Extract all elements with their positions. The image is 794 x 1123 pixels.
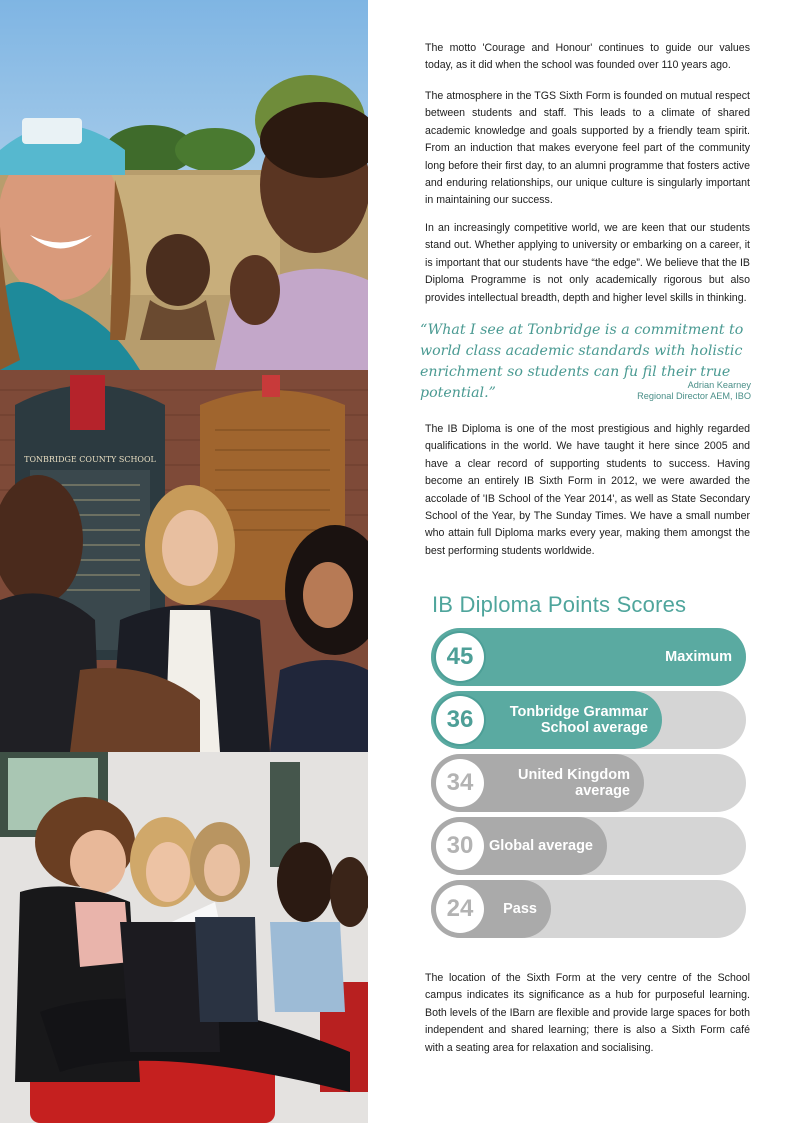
quote-author: Adrian Kearney — [687, 380, 751, 390]
honour-board-title: TONBRIDGE COUNTY SCHOOL — [24, 455, 156, 464]
score-label: Maximum — [665, 649, 732, 665]
score-label: Global average — [489, 838, 593, 854]
chart-title: IB Diploma Points Scores — [432, 592, 687, 617]
quote-attribution — [560, 380, 751, 402]
score-value: 34 — [436, 759, 484, 807]
quote-author-role: Regional Director AEM, IBO — [637, 391, 751, 401]
photo-outdoor-students — [0, 0, 368, 370]
score-value: 30 — [436, 822, 484, 870]
score-label: Tonbridge Grammar School average — [509, 704, 648, 736]
photo-hall-students — [0, 370, 368, 752]
score-bar — [431, 691, 746, 749]
photo-common-room-students — [0, 752, 368, 1123]
score-label: Pass — [503, 901, 537, 917]
score-value: 36 — [436, 696, 484, 744]
pull-quote: “What I see at Tonbridge is a commitment to world class academic standards with holistic enrichment so students can fu fil their true potential.” — [420, 322, 744, 401]
score-value: 45 — [436, 633, 484, 681]
score-label: United Kingdom average — [518, 767, 630, 799]
atmosphere-paragraph: The atmosphere in the TGS Sixth Form is founded on mutual respect between students and staff. This leads to a climate of shared academic knowledge and goals supported by a friendly team spirit. From an induction that makes everyone feel part of the community long before their first day, to an alumni programme that fosters active and enduring relationships, our unique culture is singularly important in maintaining our success. — [425, 90, 750, 207]
competitive-world-paragraph: In an increasingly competitive world, we are keen that our students stand out. Whether applying to university or embarking on a career, it is important that our students have “the edge”. We believe that the IB Diploma Programme is not only academically rigorous but also provides intellectual breadth, depth and higher level skills in thinking. — [425, 222, 750, 304]
location-paragraph: The location of the Sixth Form at the very centre of the School campus indicates its significance as a hub for purposeful learning. Both levels of the IBarn are flexible and provide large spaces for both independent and shared learning; there is also a Sixth Form café with a seating area for relaxation and socialising. — [425, 972, 750, 1054]
photo-column — [0, 0, 368, 1123]
ib-diploma-paragraph: The IB Diploma is one of the most prestigious and highly regarded qualifications in the world. We have taught it here since 2005 and have a clear record of supporting students to success. Having become an entirely IB Sixth Form in 2012, we were awarded the accolade of 'IB School of the Year 2014', as well as State Secondary School of the Year, by The Sunday Times. We have a small number who attain full Diploma marks every year, making them amongst the best performing students worldwide. — [425, 423, 750, 557]
score-bar — [431, 817, 746, 875]
motto-paragraph: The motto 'Courage and Honour' continues to guide our values today, as it did when the school was founded over 110 years ago. — [425, 42, 750, 72]
score-bar — [431, 754, 746, 812]
score-value: 24 — [436, 885, 484, 933]
score-bar — [431, 880, 746, 938]
score-bar — [431, 628, 746, 686]
